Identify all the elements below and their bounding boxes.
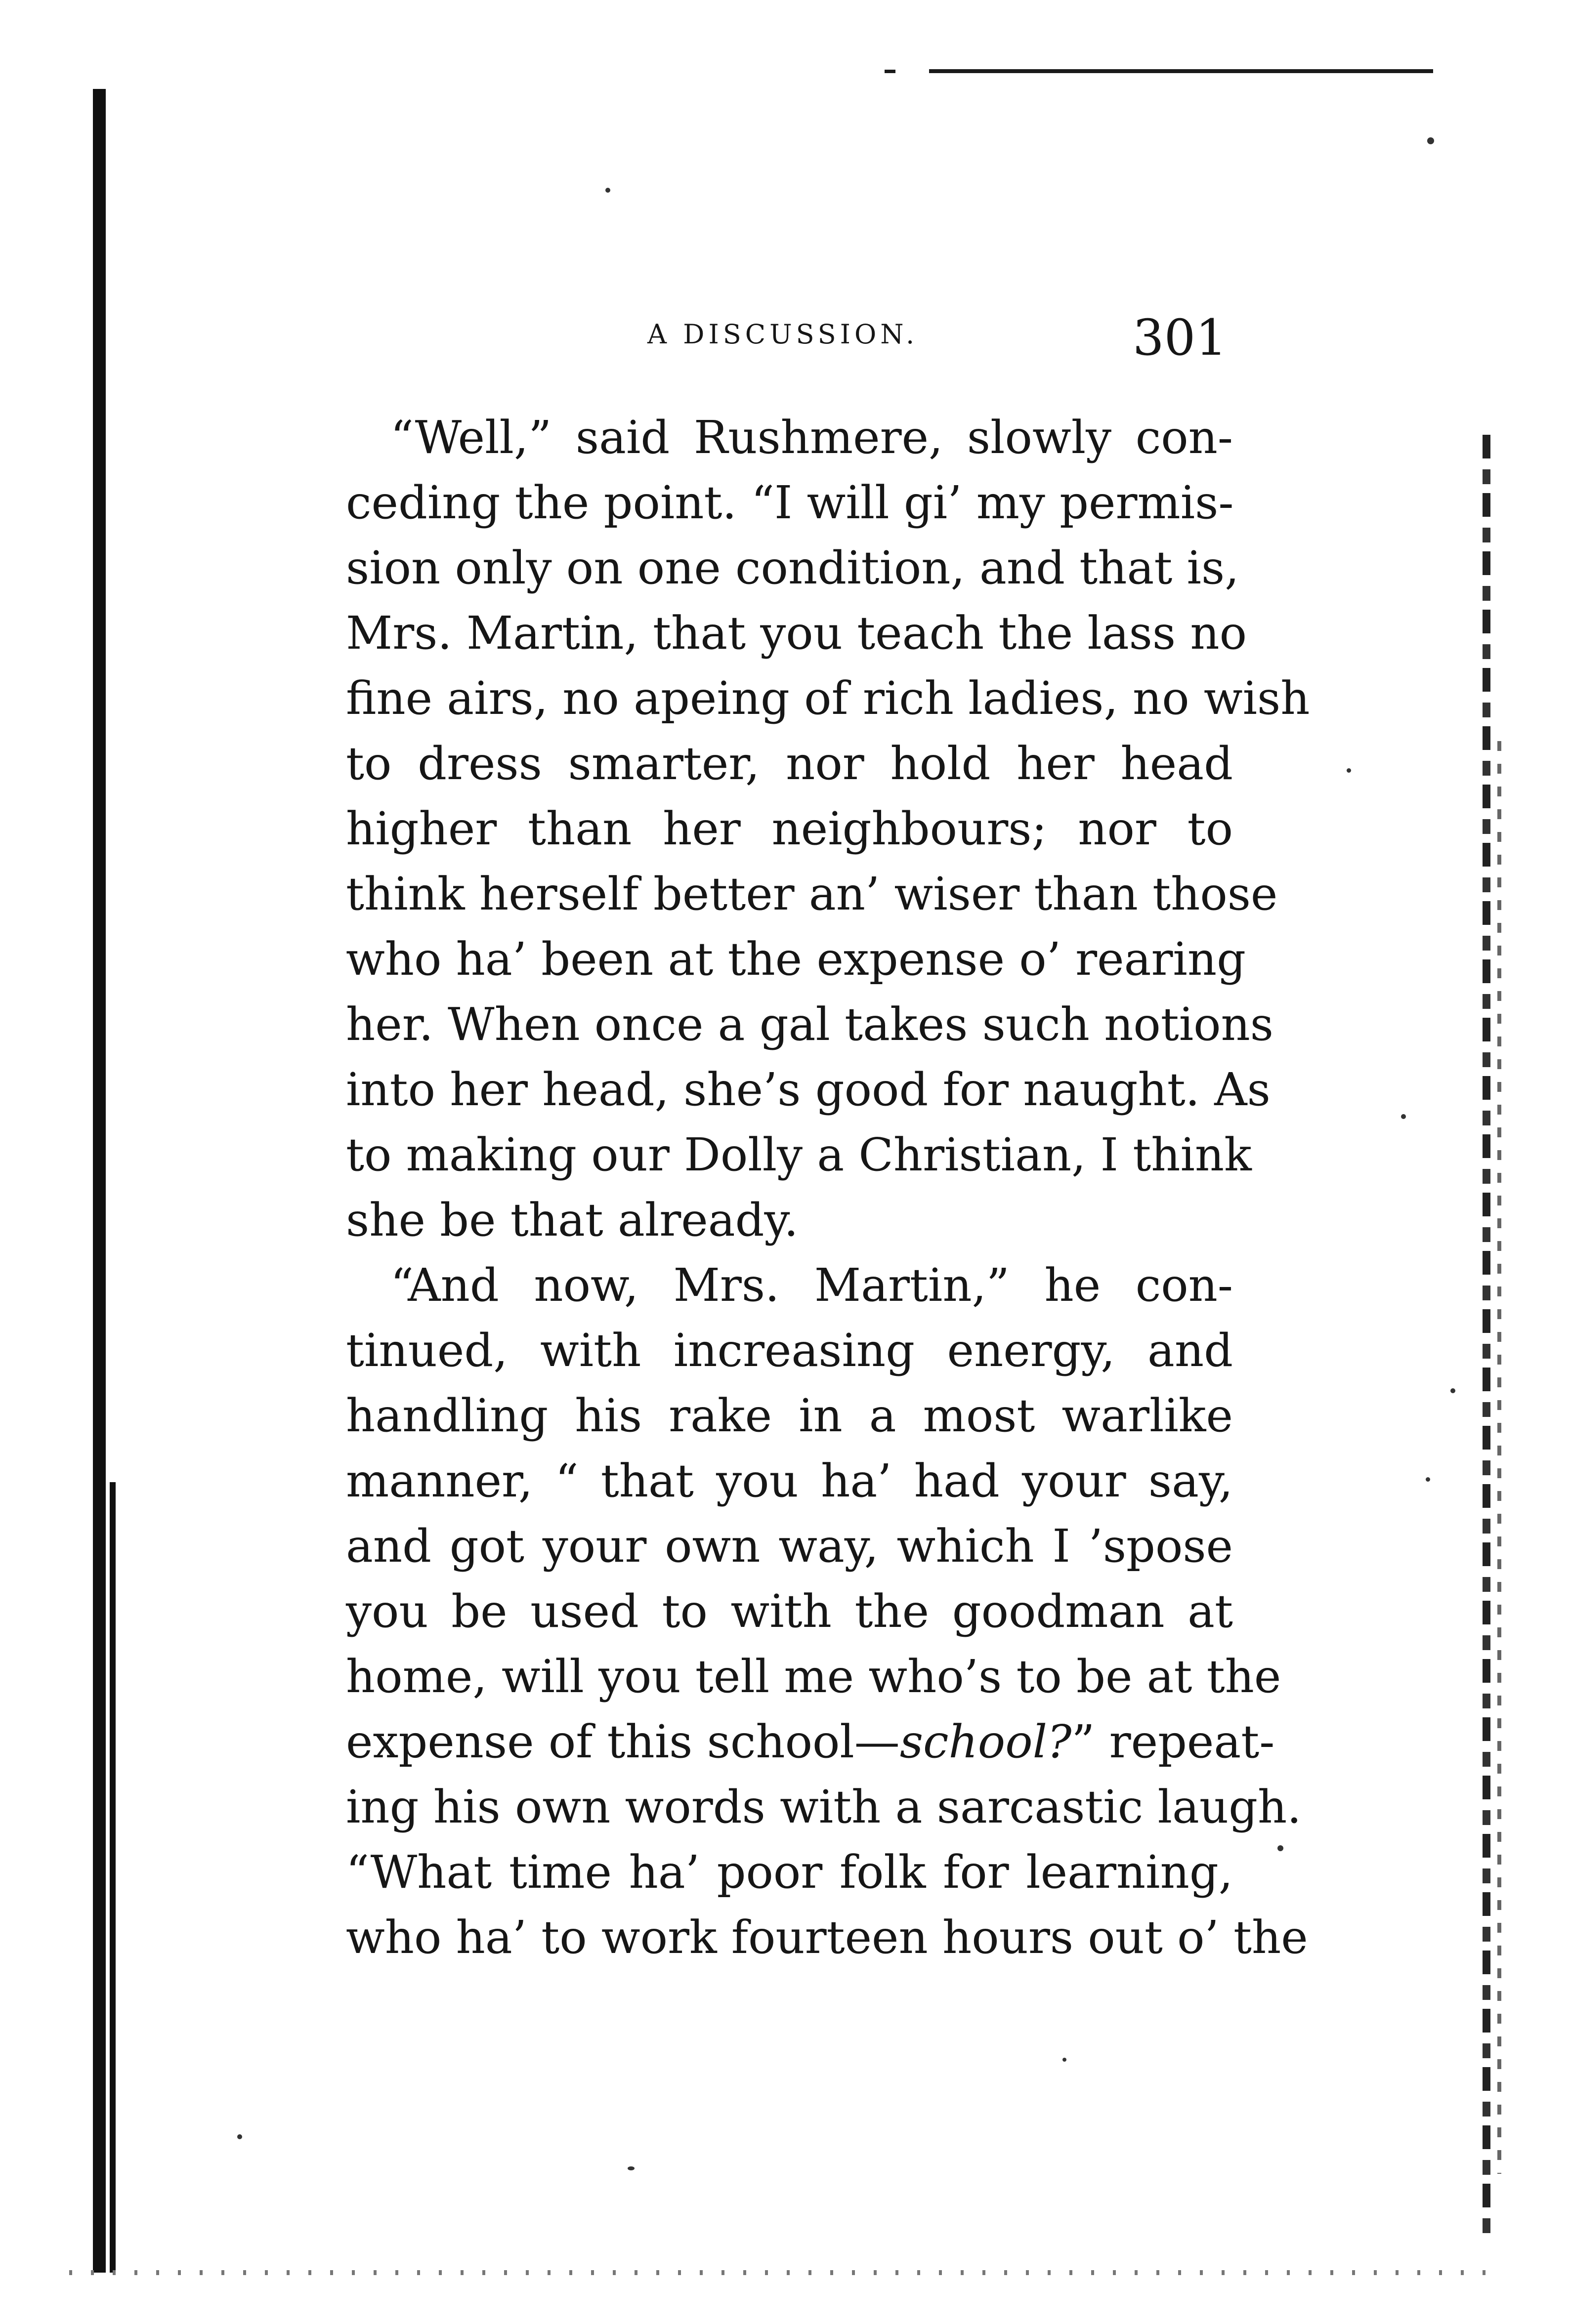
text-line: ing his own words with a sarcastic laugh. <box>346 1781 1302 1833</box>
right-page-edge <box>1483 435 1490 2233</box>
text-segment: expense of this school— <box>346 1715 900 1768</box>
page-number: 301 <box>1133 309 1227 367</box>
text-line <box>346 1709 1275 1775</box>
text-line: sion only on one condition, and that is, <box>346 541 1239 594</box>
ink-speck <box>1062 2058 1066 2062</box>
italic-word: school? <box>899 1715 1072 1768</box>
text-line: “What time ha’ poor folk for learning, <box>346 1846 1233 1899</box>
text-line: think herself better an’ wiser than those <box>346 868 1278 920</box>
text-line: her. When once a gal takes such notions <box>346 998 1274 1051</box>
ink-speck <box>1347 768 1351 773</box>
left-binding-edge <box>93 89 106 2273</box>
ink-speck <box>1426 1477 1430 1482</box>
text-line: you be used to with the goodman at <box>346 1585 1233 1638</box>
text-line: who ha’ to work fourteen hours out o’ the <box>346 1911 1308 1964</box>
body-text <box>346 405 1310 1970</box>
ink-speck <box>1277 1845 1283 1851</box>
text-line: who ha’ been at the expense o’ rearing <box>346 933 1246 986</box>
text-line: to dress smarter, nor hold her head <box>346 737 1233 790</box>
text-line: higher than her neighbours; nor to <box>346 802 1233 855</box>
ink-speck <box>628 2166 635 2170</box>
ink-speck <box>1450 1388 1455 1393</box>
text-line: tinued, with increasing energy, and <box>346 1324 1233 1377</box>
ink-speck <box>237 2134 242 2139</box>
text-line: to making our Dolly a Christian, I think <box>346 1128 1252 1181</box>
text-line: “Well,” said Rushmere, slowly con- <box>390 411 1233 464</box>
top-rule <box>929 69 1433 73</box>
text-line: handling his rake in a most warlike <box>346 1389 1233 1442</box>
text-line: home, will you tell me who’s to be at the <box>346 1650 1281 1703</box>
bottom-scan-noise <box>69 2270 1502 2275</box>
text-line: ceding the point. “I will gi’ my permis- <box>346 476 1234 529</box>
right-page-edge-inner <box>1497 741 1501 2174</box>
scan-mark <box>885 70 895 73</box>
text-line: “And now, Mrs. Martin,” he con- <box>390 1259 1233 1312</box>
running-title: A DISCUSSION. <box>647 319 919 350</box>
page-header <box>0 309 1570 367</box>
text-line: and got your own way, which I ’spose <box>346 1520 1233 1573</box>
text-line: into her head, she’s good for naught. As <box>346 1063 1271 1116</box>
text-line: manner, “ that you ha’ had your say, <box>346 1454 1233 1507</box>
ink-speck <box>605 188 610 193</box>
ink-speck <box>1401 1114 1406 1119</box>
text-segment: ” repeat- <box>1071 1715 1275 1768</box>
text-line: she be that already. <box>346 1194 799 1246</box>
text-line: fine airs, no apeing of rich ladies, no wish <box>346 672 1310 725</box>
ink-speck <box>1427 137 1434 144</box>
left-binding-edge-lower <box>110 1482 116 2273</box>
text-line: Mrs. Martin, that you teach the lass no <box>346 607 1247 660</box>
